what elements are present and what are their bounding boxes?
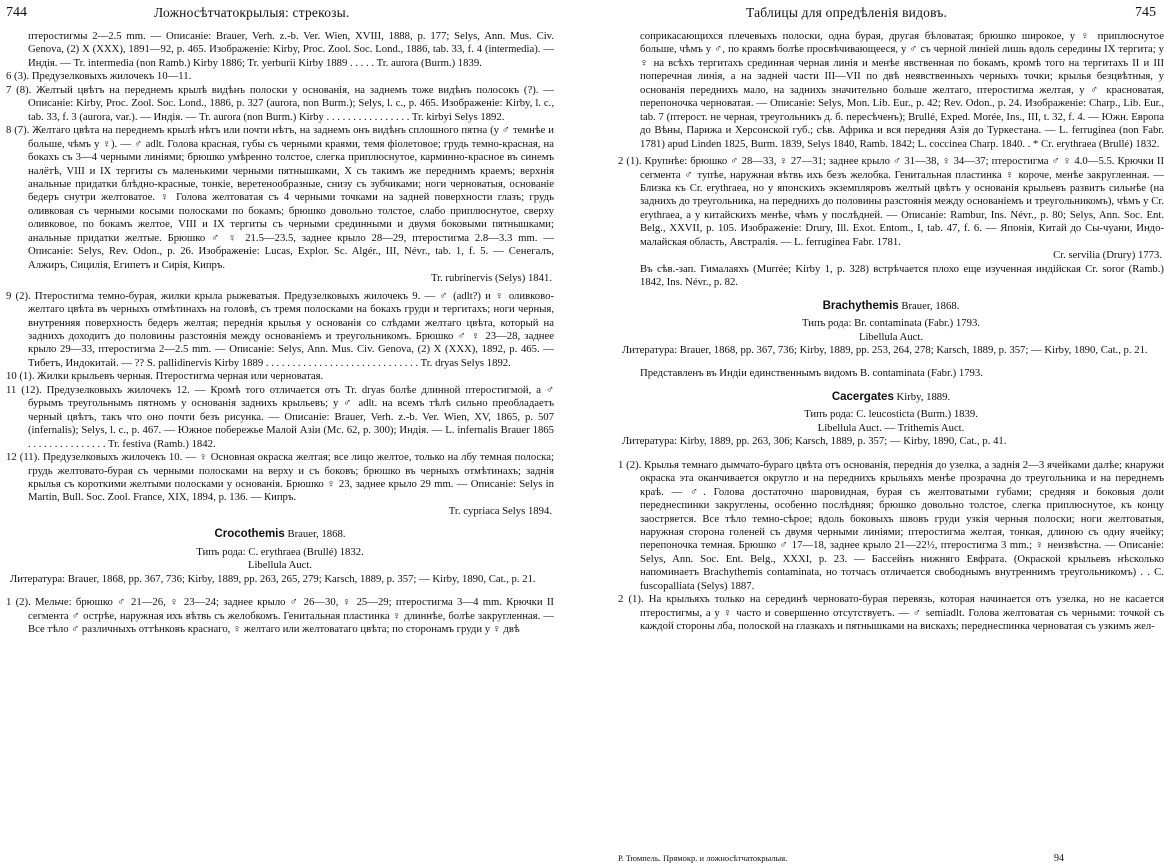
key-entry: 12 (11). Предузелковыхъ жилочекъ 10. — ♀ Основная окраска желтая; все лицо желтое, только на лбу темная полоска; грудь желтовато-бурая съ черными полосками на верху и съ боковъ; брюшко въ черныхъ отмѣтинахъ; заднія крылья съ короткими желтыми полосками у основанія. Брюшко ♀ 23, заднее крыло 29 mm. — Описаніе: Selys in Martin, Bull. Soc. Zool. France, XIX, 1894, p. 136. — Кипръ.: [6, 451, 554, 504]
key-entry: 8 (7). Желтаго цвѣта на переднемъ крылѣ нѣтъ или почти нѣтъ, на заднемъ онъ видѣнъ сплошного пятна (у ♂ темнѣе и больше, чѣмъ у ♀). — ♂ adlt. Голова красная, губы съ черными краями, темя фіолетовое; грудь темно-красная, на бокахъ съ 3—4 черными линіями; брюшко умѣренно толстое, слегка приплюснутое, карминно-красное въ синемъ налётѣ, VIII и IX тергиты съ маленькими черными пятнышками, X съ такимъ же переднимъ краемъ; верхнія анальные придатки блѣдно-красные, тонкіе, веретенообразные, снизу съ зубчиками; ноги черноватыя, основаніе бедеръ снутри желтоватое. ♀ Голова желтоватая съ 4 черными точками на задней поверхности глазъ; грудь оливковая съ черными косыми полосками по бокамъ; брюшко довольно толстое, слабо приплюснутое, сверху оливковое, по бокамъ желтое, VIII и IX тергиты съ черными срединными и двумя боковыми пятнышками; анальные придатки желтые. Брюшко ♂ ♀ 21.5—23.5, заднее крыло 28—29, птеростигма 2.8—3.3 mm. — Описаніе: Selys, Rev. Odon., p. 26. Изображеніе: Lucas, Explor. Sc. Algér., III, Névr., tab. 1, f. 5. — Сенегалъ, Алжиръ, Сицилія, Египетъ и Сирія, Кипръ.: [6, 124, 554, 271]
genus-name: Cacergates: [831, 390, 894, 403]
signature-line: Р. Тюмпель. Прямокр. и ложносѣтчатокрылыя.: [618, 853, 788, 863]
right-page-number: 745: [1135, 5, 1156, 20]
distribution-note: Представленъ въ Индіи единственнымъ видомъ B. contaminata (Fabr.) 1793.: [640, 367, 983, 380]
literature-line: Литература: Brauer, 1868, pp. 367, 736; Kirby, 1889, pp. 253, 264, 278; Karsch, 1889, p. 357; — Kirby, 1890, Cat., p. 21.: [622, 343, 1148, 356]
genus-heading-brachythemis: [618, 300, 1164, 313]
synonym-line: Libellula Auct.: [247, 559, 313, 572]
key-entry: 2 (1). На крыльяхъ только на серединѣ черновато-бурая перевязь, которая начинается отъ узелка, но не касается птеростигмы, а у ♀ часто и совершенно отсутствуетъ. — ♂ semiadlt. Голова желтоватая съ черными: точкой съ каждой стороны лба, полоской на глазкахъ и пятнышками на вискахъ; переднеспинка черноватая съ узкимъ жел-: [618, 593, 1164, 633]
left-running-head: [6, 0, 554, 30]
key-entry: птеростигмы 2—2.5 mm. — Описаніе: Brauer, Verh. z.-b. Ver. Wien, XVIII, 1888, p. 177; Selys, Ann. Mus. Civ. Genova, (2) X (XXX), 1891—92, p. 465. Изображеніе: Kirby, Proc. Zool. Soc. Lond., 1886, tab. 33, f. 4 (intermedia). — Индія. — Tr. intermedia (non Ramb.) Kirby 1886; Tr. yerburii Kirby 1889 . . . . . Tr. aurora (Burm.) 1839.: [28, 30, 554, 69]
sheet-number: 94: [1054, 853, 1064, 864]
key-entry: 11 (12). Предузелковыхъ жилочекъ 12. — Кромѣ того отличается отъ Tr. dryas болѣе длинной птеростигмой, а ♂ бурымъ треугольнымъ пятномъ у основанія заднихъ крыльевъ; у ♂ adlt. на всемъ тѣлѣ сильно преобладаетъ черный цвѣтъ, такъ что оно почти безъ рисунка. — Описаніе: Brauer, Verh. z.-b. Ver. Wien, XV, 1865, p. 507 (infernalis); Selys, l. c., p. 467. — Южное побережье Малой Азіи (Mc. 62, p. 300); Индія. — L. infernalis Brauer 1865 . . . . . . . . . . . . . . . Tr. festiva (Ramb.) 1842.: [6, 383, 554, 450]
type-line: Типъ рода: Br. contaminata (Fabr.) 1793.: [802, 317, 980, 330]
literature-line: Литература: Kirby, 1889, pp. 263, 306; Karsch, 1889, p. 357; — Kirby, 1890, Cat., p. 41.: [622, 435, 1007, 448]
left-page-number: 744: [6, 5, 27, 20]
right-running-title: Таблицы для опредѣленія видовъ.: [746, 5, 948, 20]
key-entry: 9 (2). Птеростигма темно-бурая, жилки крыла рыжеватыя. Предузелковыхъ жилочекъ 9. — ♂ (adlt?) и ♀ оливково-желтаго цвѣта въ черныхъ отмѣтинахъ на головѣ, съ тремя полосками на бокахъ груди и тергитахъ; ноги черныя, внутренняя поверхность бедеръ желтая; переднія крылья у основанія со слѣдами желтаго цвѣта, который на заднихъ доходитъ до половины разстоянія между основаніемъ и треугольникомъ. Брюшко ♂ ♀ 23—28, заднее крыло 29—33, птеростигма 2—2.5 mm. — Описаніе: Selys, Ann. Mus. Civ. Genova, (2) X (XXX), 1892, p. 465. — Тибетъ, Индокитай. — ?? S. pallidinervis Kirby 1889 . . . . . . . . . . . . . . . . . . . . . . . . . . . . . Tr. dryas Selys 1892.: [6, 289, 554, 369]
right-key-entries: [618, 30, 1164, 290]
type-line: Типъ рода: C. leucosticta (Burm.) 1839.: [804, 408, 978, 421]
genus-author: Kirby, 1889.: [896, 390, 951, 403]
left-key-entries: [6, 30, 554, 518]
key-entry: Tr. cypriaca Selys 1894.: [448, 504, 552, 517]
key-entry: Въ сѣв.-зап. Гималаяхъ (Murrée; Kirby 1, p. 328) встрѣчается плохо еще изученная индійская Cr. soror (Ramb.) 1842, Ins. Névr., p. 82.: [640, 262, 1164, 289]
right-running-head: [618, 0, 1164, 30]
type-line: Типъ рода: C. erythraea (Brullé) 1832.: [196, 545, 364, 558]
key-entry: 1 (2). Мельче: брюшко ♂ 21—26, ♀ 23—24; заднее крыло ♂ 26—30, ♀ 25—29; птеростигма 3—4 mm. Крючки II сегмента ♂ острѣе, наружная ихъ вѣтвь съ желобкомъ. Генитальная пластинка ♀ длиннѣе, болѣе закругленная. — Все тѣло ♂ различныхъ оттѣнковъ краснаго, ♀ желтаго или желтоватаго цвѣта; по сторонамъ груди у ♀ двѣ: [6, 596, 554, 636]
cacergates-key: [618, 459, 1164, 634]
literature-line: Литература: Brauer, 1868, pp. 367, 736; Kirby, 1889, pp. 263, 265, 279; Karsch, 1889, p. 357; — Kirby, 1890, Cat., p. 21.: [10, 572, 536, 585]
left-running-title: Ложносѣтчатокрылыя: стрекозы.: [154, 5, 350, 20]
key-entry: соприкасающихся плечевыхъ полоски, одна бурая, другая бѣловатая; брюшко широкое, у ♀ приплюснутое больше, чѣмъ у ♂, по краямъ болѣе просвѣчивающееся, у ♂ съ черной линіей лишь вдоль середины IX тергита; у ♀ на всѣхъ тергитахъ срединная черная линія и менѣе явственная по бокамъ, кромѣ того на тергитахъ II и III поперечная линія, а на задней части III—VII по двѣ неявственныхъ черныхъ точки; крылья безцвѣтныя, у основанія переднихъ мало, на заднихъ значительно больше желтаго, птеростигма желтая, у ♂ красноватая, перепоночка черноватая. — Описаніе: Selys, Mon. Lib. Eur., p. 42; Rev. Odon., p. 24. Изображеніе: Charp., Lib. Eur., tab. 7 (птерост. не черная, треугольникъ д. б. пересѣченъ); Brullé, Exped. Morée, Ins., III, t. 32, f. 4. — Южн. Европа до Вѣны, Парижа и Херсонской губ.; сѣв. Африка и вся передняя Азія до Туркестана. — L. ferruginea (non Fabr. 1781) apud Linden 1825, Burm. 1839, Selys 1840, Ramb. 1842; L. coccinea Charp. 1840. . * Cr. erythraea (Brullé) 1832.: [640, 30, 1164, 150]
genus-author: Brauer, 1868.: [287, 528, 346, 541]
right-page: [618, 0, 1164, 864]
synonym-line: Libellula Auct.: [858, 330, 924, 343]
genus-author: Brauer, 1868.: [901, 299, 960, 312]
key-entry: Cr. servilia (Drury) 1773.: [1053, 249, 1162, 262]
key-entry: 7 (8). Желтый цвѣтъ на переднемъ крылѣ видѣнъ полоски у основанія, на заднемъ тоже видѣнъ полосокъ (?). — Описаніе: Kirby, Proc. Zool. Soc. Lond., 1886, p. 327 (aurora, non Burm.); Selys, l. c., p. 465. Изображеніе: Kirby, l. c., tab. 33, f. 3 (aurora, var.). — Индія. — Tr. aurora (non Burm.) Kirby . . . . . . . . . . . . . . . . Tr. kirbyi Selys 1892.: [6, 83, 554, 123]
synonym-line: Libellula Auct. — Trithemis Auct.: [817, 421, 965, 434]
key-entry: 2 (1). Крупнѣе: брюшко ♂ 28—33, ♀ 27—31; заднее крыло ♂ 31—38, ♀ 34—37; птеростигма ♂ ♀ 4.0—5.5. Крючки II сегмента ♂ тупѣе, наружная вѣтвь ихъ безъ желобка. Генитальная пластинка ♀ короче, менѣе закругленная. — Близка къ Cr. erythraea, но у японскихъ экземпляровъ желтый цвѣтъ у основанія крыльевъ развитъ сильнѣе (на заднихъ до треугольника, на переднихъ до половины разстоянія между основаніемъ и треугольникомъ), чѣмъ у Cr. erythraea, а у китайскихъ менѣе, чѣмъ у послѣдней. — Описаніе: Rambur, Ins. Névr., p. 80; Selys, Ann. Soc. Ent. Belg., XXVII, p. 105. Изображеніе: Drury, Ill. Exot. Entom., I, tab. 47, f. 6. — Японія, Китай до Сы-чуани, Индо-малайская область, Австралія. — L. ferruginea Fabr. 1781.: [618, 155, 1164, 248]
key-entry: 6 (3). Предузелковыхъ жилочекъ 10—11.: [6, 70, 192, 83]
key-entry: 1 (2). Крылья темнаго дымчато-бураго цвѣта отъ основанія, переднія до узелка, а заднія 2—3 ячейками далѣе; кнаружи окраска эта оканчивается округло и на переднихъ крыльяхъ менѣе прозрачна до треугольника и на переднемъ краѣ. — ♂. Голова достаточно шаровидная, бурая съ желтоватыми губами; средняя и боковыя доли переднеспинки закруглены, особенно послѣдняя; брюшко довольно толстое, слегка приплюснутое, къ концу заостряется. Все тѣло темно-сѣрое; вдоль боковыхъ швовъ груди узкія черныя полоски; ноги желтоватыя, наружная сторона голеней съ двумя черными линіями; птеростигма желтая, тонкая, длиною съ одну ячейку; перепоночка темная. Брюшко ♂ 17—18, заднее крыло 21—22½, птеростигма 3 mm.; ♀ неизвѣстна. — Описаніе: Selys, Ann. Soc. Ent. Belg., XXXI, p. 23. — Бассейнъ нижняго Евфрата. (Окраской крыльевъ нѣсколько напоминаетъ Brachythemis contaminata, но тотчасъ отличается свободнымъ внутреннимъ треугольникомъ) . . C. fuscopalliata (Selys) 1887.: [618, 458, 1164, 592]
genus-name: Crocothemis: [214, 528, 285, 541]
genus-heading-crocothemis: [6, 528, 554, 541]
genus-name: Brachythemis: [822, 299, 899, 312]
genus-heading-cacergates: [618, 391, 1164, 404]
key-entry: 10 (1). Жилки крыльевъ черныя. Птеростигма черная или черноватая.: [6, 370, 324, 383]
key-entry: Tr. rubrinervis (Selys) 1841.: [430, 272, 552, 285]
left-page: [6, 0, 554, 858]
